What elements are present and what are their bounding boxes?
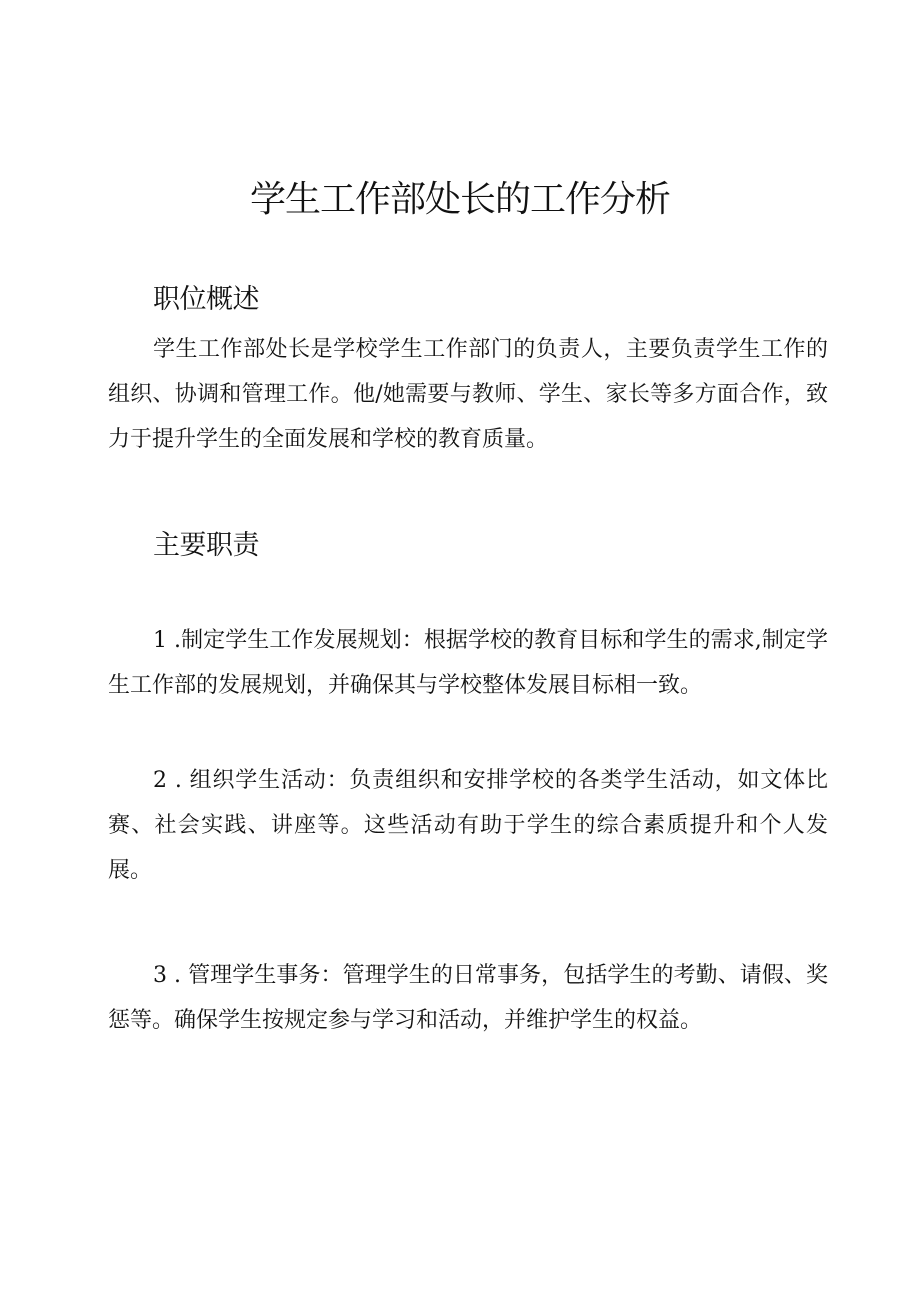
document-title: 学生工作部处长的工作分析 <box>249 179 670 220</box>
section-heading-overview: 职位概述 <box>153 284 259 315</box>
duty-item-1: 1 .制定学生工作发展规划：根据学校的教育目标和学生的需求,制定学生工作部的发展规划，并确保其与学校整体发展目标相一致。 <box>108 628 828 698</box>
section-heading-duties: 主要职责 <box>153 530 259 561</box>
overview-paragraph: 学生工作部处长是学校学生工作部门的负责人，主要负责学生工作的组织、协调和管理工作。他/她需要与教师、学生、家长等多方面合作，致力于提升学生的全面发展和学校的教育质量。 <box>108 337 828 452</box>
duty-item-3: 3 . 管理学生事务：管理学生的日常事务，包括学生的考勤、请假、奖惩等。确保学生按规定参与学习和活动，并维护学生的权益。 <box>108 963 828 1033</box>
duty-item-2: 2 . 组织学生活动：负责组织和安排学校的各类学生活动，如文体比赛、社会实践、讲座等。这些活动有助于学生的综合素质提升和个人发展。 <box>108 768 828 883</box>
